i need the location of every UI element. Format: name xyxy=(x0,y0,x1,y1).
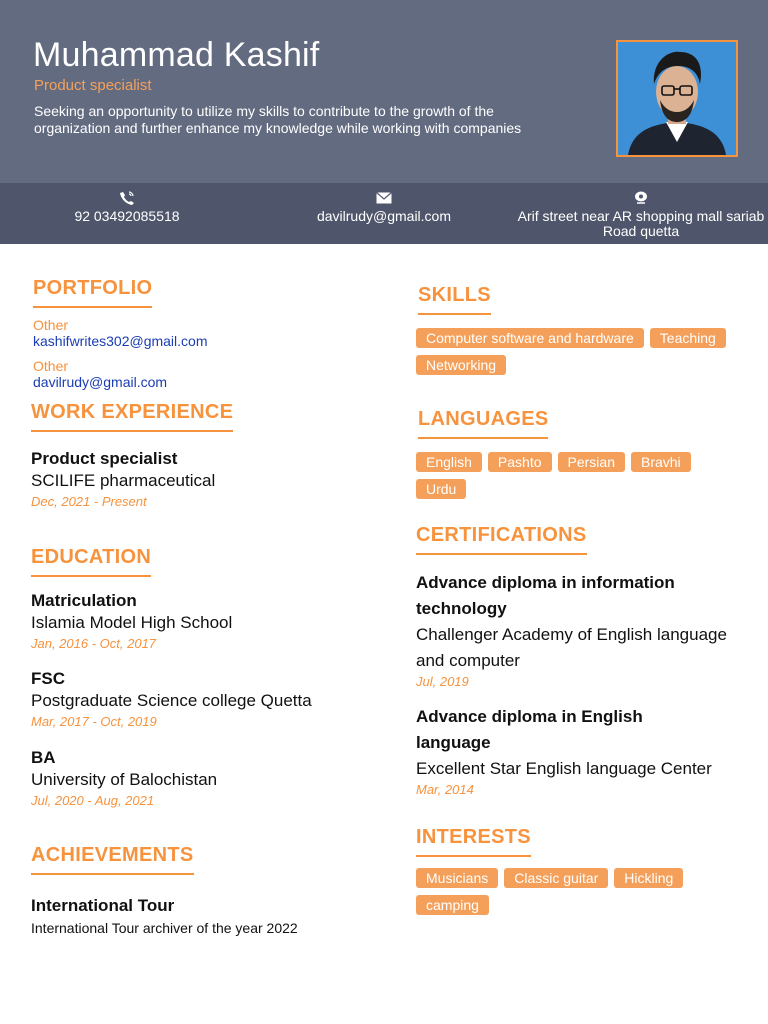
education-dates: Mar, 2017 - Oct, 2019 xyxy=(31,714,157,729)
portfolio-link[interactable]: kashifwrites302@gmail.com xyxy=(33,333,208,349)
work-company: SCILIFE pharmaceutical xyxy=(31,471,216,490)
profile-photo xyxy=(616,40,738,157)
achievement-description: International Tour archiver of the year 2022 xyxy=(31,920,298,936)
language-tag: Bravhi xyxy=(631,452,691,472)
education-school: Islamia Model High School xyxy=(31,613,233,632)
address-text: Arif street near AR shopping mall sariab Road quetta xyxy=(517,208,765,239)
certification-org: Excellent Star English language Center xyxy=(416,759,712,778)
certification-item xyxy=(416,570,736,689)
language-tag: Pashto xyxy=(488,452,552,472)
certification-title: Advance diploma in English language xyxy=(416,707,643,752)
interest-tag: Classic guitar xyxy=(504,868,608,888)
email-address: davilrudy@gmail.com xyxy=(316,208,452,224)
education-item xyxy=(31,669,312,729)
resume-header xyxy=(0,0,768,183)
contact-bar xyxy=(0,183,768,244)
education-item xyxy=(31,748,217,808)
interest-tag: Hickling xyxy=(614,868,683,888)
certification-date: Mar, 2014 xyxy=(416,782,474,797)
phone-icon xyxy=(119,191,135,205)
skill-tag: Teaching xyxy=(650,328,726,348)
work-experience-heading: WORK EXPERIENCE xyxy=(31,401,233,432)
envelope-icon xyxy=(376,191,392,205)
achievements-heading: ACHIEVEMENTS xyxy=(31,844,194,875)
certification-item xyxy=(416,704,756,797)
contact-phone[interactable] xyxy=(27,191,227,224)
profile-photo-illustration xyxy=(618,42,736,155)
achievement-item xyxy=(31,896,298,936)
certification-date: Jul, 2019 xyxy=(416,674,469,689)
work-item xyxy=(31,449,215,509)
skills-tags xyxy=(416,328,756,375)
language-tag: Urdu xyxy=(416,479,466,499)
languages-heading: LANGUAGES xyxy=(418,408,548,439)
location-pin-icon xyxy=(633,191,649,205)
education-degree: Matriculation xyxy=(31,591,137,610)
education-school: University of Balochistan xyxy=(31,770,218,789)
work-dates: Dec, 2021 - Present xyxy=(31,494,147,509)
candidate-name: Muhammad Kashif xyxy=(33,36,320,74)
certification-title: Advance diploma in information technology xyxy=(416,573,675,618)
certification-org: Challenger Academy of English language and computer xyxy=(416,625,727,670)
contact-email[interactable] xyxy=(284,191,484,224)
education-item xyxy=(31,591,232,651)
achievement-title: International Tour xyxy=(31,896,175,915)
portfolio-link[interactable]: davilrudy@gmail.com xyxy=(33,374,168,390)
education-dates: Jan, 2016 - Oct, 2017 xyxy=(31,636,157,651)
languages-tags xyxy=(416,452,716,499)
education-degree: BA xyxy=(31,748,56,767)
portfolio-item xyxy=(33,317,208,349)
portfolio-label: Other xyxy=(33,358,69,374)
interest-tag: camping xyxy=(416,895,489,915)
education-heading: EDUCATION xyxy=(31,546,151,577)
language-tag: English xyxy=(416,452,482,472)
skill-tag: Computer software and hardware xyxy=(416,328,644,348)
work-position: Product specialist xyxy=(31,449,178,468)
portfolio-label: Other xyxy=(33,317,69,333)
portfolio-heading: PORTFOLIO xyxy=(33,277,152,308)
education-school: Postgraduate Science college Quetta xyxy=(31,691,312,710)
certifications-heading: CERTIFICATIONS xyxy=(416,524,587,555)
language-tag: Persian xyxy=(558,452,625,472)
skills-heading: SKILLS xyxy=(418,284,491,315)
contact-address[interactable] xyxy=(512,191,768,239)
interests-heading: INTERESTS xyxy=(416,826,531,857)
objective-text: Seeking an opportunity to utilize my skills to contribute to the growth of the organization and further enhance my knowledge while working with companies xyxy=(34,103,522,136)
education-dates: Jul, 2020 - Aug, 2021 xyxy=(31,793,155,808)
education-degree: FSC xyxy=(31,669,65,688)
interest-tag: Musicians xyxy=(416,868,498,888)
portfolio-item xyxy=(33,358,167,390)
candidate-role: Product specialist xyxy=(34,77,152,94)
interests-tags xyxy=(416,868,716,915)
skill-tag: Networking xyxy=(416,355,506,375)
phone-number: 92 03492085518 xyxy=(74,208,180,224)
